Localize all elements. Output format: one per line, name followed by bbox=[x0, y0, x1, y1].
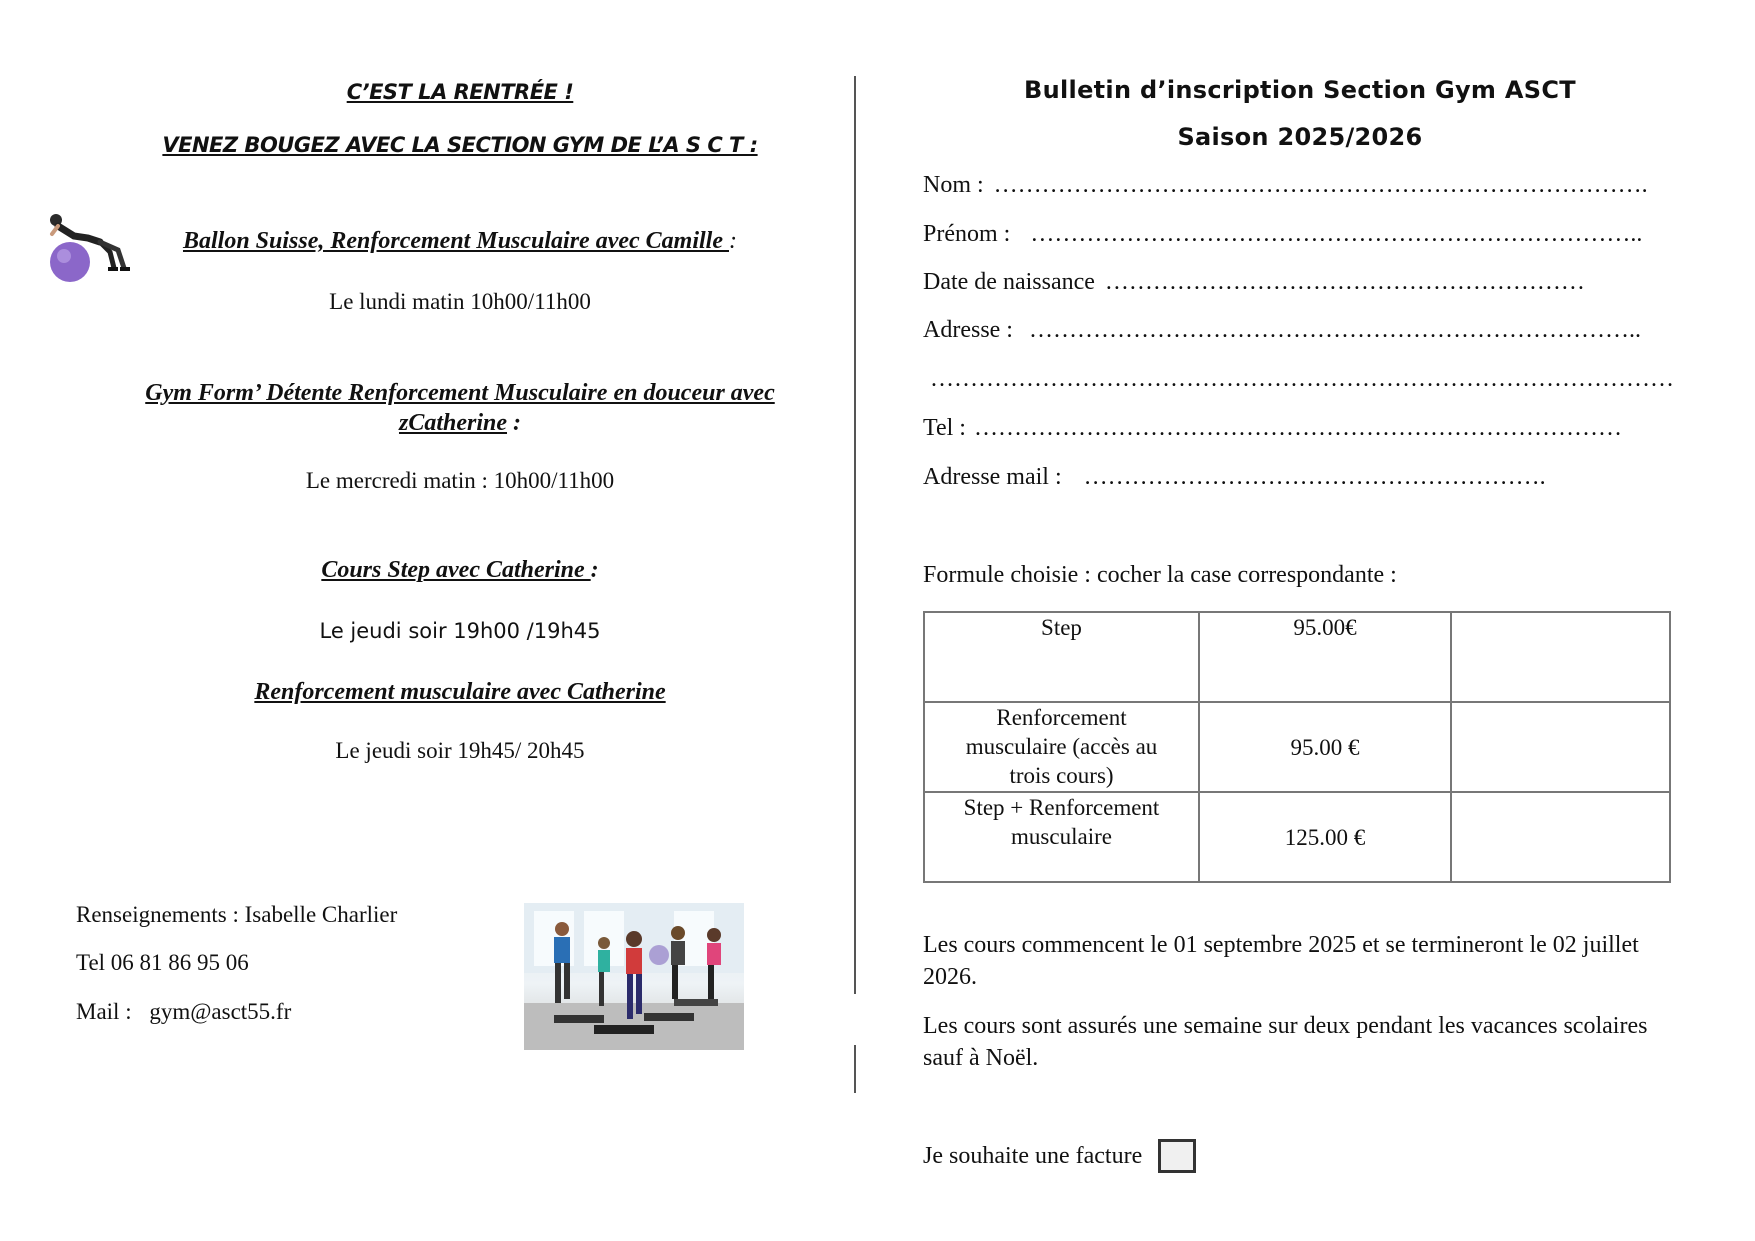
contact-mail-label: Mail : bbox=[76, 999, 132, 1024]
invoice-label: Je souhaite une facture bbox=[923, 1142, 1143, 1169]
table-row bbox=[924, 702, 1670, 792]
field-tel-dots: ……………………………………………………………………… bbox=[973, 415, 1622, 441]
field-nom-dots: ………………………………………………………………………. bbox=[993, 172, 1648, 198]
formula-table bbox=[923, 611, 1671, 883]
formula-label: Formule choisie : cocher la case correspondante : bbox=[923, 562, 1397, 588]
field-adresse-line2[interactable] bbox=[930, 366, 1674, 393]
formula-price-cell: 95.00 € bbox=[1199, 702, 1451, 792]
table-row bbox=[924, 792, 1670, 882]
course-title-step: Cours Step avec Catherine : bbox=[321, 557, 599, 583]
field-adresse[interactable] bbox=[923, 317, 1641, 344]
contact-mail-address[interactable]: gym@asct55.fr bbox=[149, 999, 292, 1024]
field-tel[interactable] bbox=[923, 415, 1622, 442]
course-time-gym-form: Le mercredi matin : 10h00/11h00 bbox=[305, 468, 615, 493]
field-adresse-line2-dots: ………………………………………………………………………………… bbox=[930, 366, 1674, 392]
field-adresse-mail-dots: …………………………………………………. bbox=[1083, 464, 1546, 490]
headline-rentree: C’EST LA RENTRÉE ! bbox=[346, 80, 574, 104]
field-adresse-label: Adresse : bbox=[923, 317, 1013, 343]
step-class-photo bbox=[524, 903, 744, 1050]
course-time-ballon-suisse: Le lundi matin 10h00/11h00 bbox=[329, 289, 591, 314]
field-prenom[interactable] bbox=[923, 221, 1642, 248]
course-time-step: Le jeudi soir 19h00 /19h45 bbox=[319, 619, 601, 643]
column-divider bbox=[854, 76, 856, 994]
headline-venez-bougez: VENEZ BOUGEZ AVEC LA SECTION GYM DE L’A S C T : bbox=[162, 133, 758, 157]
course-title-renforcement: Renforcement musculaire avec Catherine bbox=[254, 679, 666, 705]
field-nom-label: Nom : bbox=[923, 172, 984, 198]
note-vacances: Les cours sont assurés une semaine sur deux pendant les vacances scolaires sauf à Noël. bbox=[923, 1013, 1648, 1071]
note-dates: Les cours commencent le 01 septembre 2025 et se termineront le 02 juillet 2026. bbox=[923, 932, 1639, 990]
form-title: Bulletin d’inscription Section Gym ASCT bbox=[1024, 76, 1576, 104]
field-date-naissance[interactable] bbox=[923, 269, 1585, 296]
field-prenom-dots: ………………………………………………………………….. bbox=[1030, 221, 1643, 247]
course-title-gym-form: Gym Form’ Détente Renforcement Musculaire en douceur avec zCatherine : bbox=[145, 380, 775, 436]
formula-name-cell: Renforcement musculaire (accès au trois cours) bbox=[924, 702, 1199, 792]
course-time-renforcement: Le jeudi soir 19h45/ 20h45 bbox=[335, 738, 585, 763]
formula-checkbox-cell[interactable] bbox=[1451, 792, 1670, 882]
contact-info: Renseignements : Isabelle Charlier bbox=[76, 902, 398, 927]
field-adresse-mail[interactable] bbox=[923, 464, 1546, 491]
invoice-checkbox[interactable] bbox=[1158, 1139, 1196, 1173]
field-date-naissance-label: Date de naissance bbox=[923, 269, 1095, 295]
field-adresse-dots: ………………………………………………………………….. bbox=[1028, 317, 1641, 343]
contact-tel: Tel 06 81 86 95 06 bbox=[76, 950, 249, 975]
course-title-ballon-suisse: Ballon Suisse, Renforcement Musculaire avec Camille : bbox=[182, 228, 737, 254]
formula-checkbox-cell[interactable] bbox=[1451, 612, 1670, 702]
column-divider-lower bbox=[854, 1045, 856, 1093]
formula-price-cell: 95.00€ bbox=[1199, 612, 1451, 702]
field-tel-label: Tel : bbox=[923, 415, 966, 441]
formula-price-cell: 125.00 € bbox=[1199, 792, 1451, 882]
fitness-ball-image bbox=[44, 212, 132, 292]
formula-checkbox-cell[interactable] bbox=[1451, 702, 1670, 792]
invoice-row bbox=[923, 1139, 1196, 1173]
field-nom[interactable] bbox=[923, 172, 1648, 199]
field-prenom-label: Prénom : bbox=[923, 221, 1011, 247]
contact-mail bbox=[76, 999, 291, 1025]
formula-name-cell: Step bbox=[924, 612, 1199, 702]
table-row bbox=[924, 612, 1670, 702]
field-date-naissance-dots: …………………………………………………… bbox=[1104, 269, 1585, 295]
field-adresse-mail-label: Adresse mail : bbox=[923, 464, 1062, 490]
form-season: Saison 2025/2026 bbox=[1177, 123, 1423, 151]
formula-name-cell: Step + Renforcement musculaire bbox=[924, 792, 1199, 882]
